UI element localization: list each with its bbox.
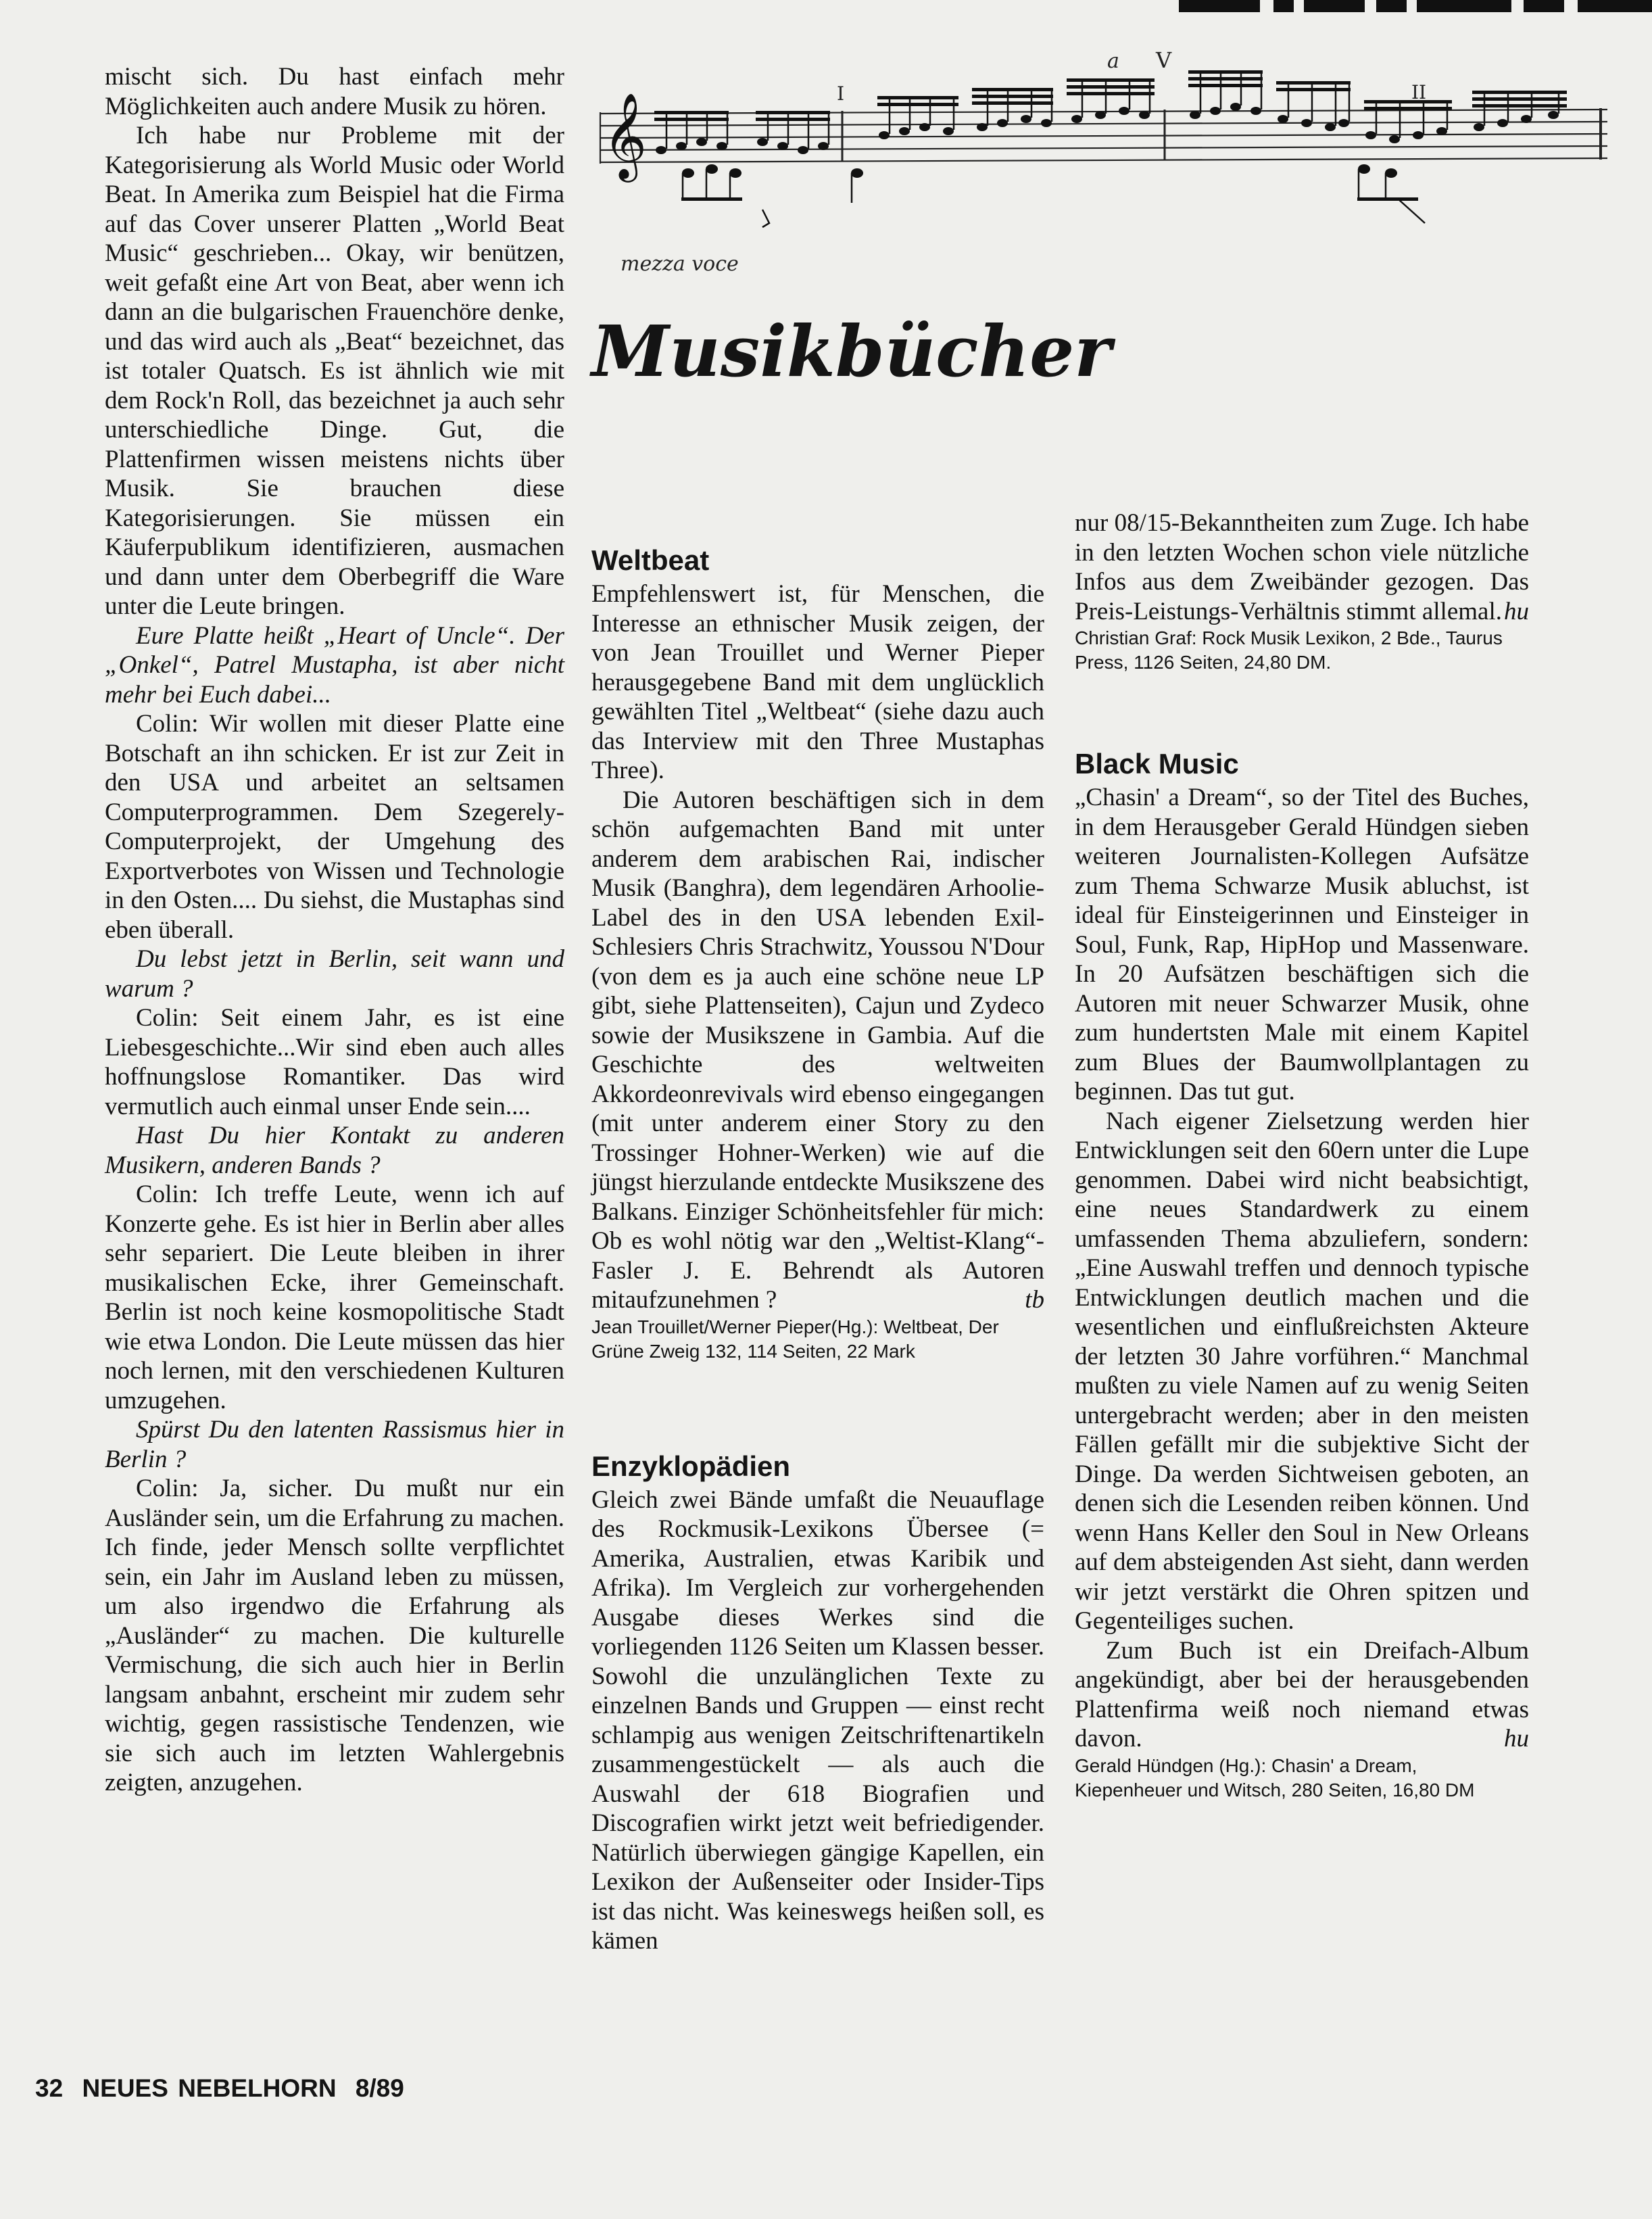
enzyklopaedien-paragraph: Gleich zwei Bände umfaßt die Neuauflage des Rockmusik-Lexikons Übersee (= Amerika, Australien, etwas Karibik und Afrika). Im Vergleich zur vorhergehenden Ausgabe dieses Werkes sind die vorliegenden 1126 Seiten um Klassen besser. Sowohl die unzulänglichen Texte zu einzelnen Bands und Gruppen — einst recht schlampig aus wenigen Zeitschriftenartikeln zusammengestückelt — als auch die Auswahl der 618 Biografien und Discografien wirkt jetzt weit befriedigender. Natürlich überwiegen gängige Kapellen, ein Lexikon der Außenseiter oder Insider-Tips ist das nicht. Was keineswegs heißen soll, es kämen xyxy=(591,1485,1044,1955)
weltbeat-paragraph xyxy=(591,786,1044,1315)
score-roman-i: I xyxy=(837,82,845,105)
weltbeat-paragraph-text: Die Autoren beschäftigen sich in dem schön aufgemachten Band mit unter anderem dem arabischen Rai, indischer Musik (Banghra), dem legendären Arhoolie-Label des in den USA lebenden Exil-Schlesiers Chris Strachwitz, Youssou N'Dour (von dem es ja auch eine schöne neue LP gibt, siehe Plattenseiten), Cajun und Zydeco sowie der Musikszene in Gambia. Auf die Geschichte des weltweiten Akkordeonrevivals wird ebenso eingegangen (mit unter anderem einer Story zu den Trossinger Hohner-Werken) wie auf die jüngst hierzulande entdeckte Musikszene des Balkans. Einziger Schönheitsfehler für mich: Ob es wohl nötig war den „Weltist-Klang“-Fasler J. E. Behrendt als Autoren mitaufzunehmen ? xyxy=(591,786,1044,1314)
enzyklopaedien-continued-text: nur 08/15-Bekanntheiten zum Zuge. Ich habe in den letzten Wochen schon viele nützliche Infos aus dem Zweibänder gezogen. Das Preis-Leistungs-Verhältnis stimmt allemal. xyxy=(1075,509,1529,625)
book-citation: Jean Trouillet/Werner Pieper(Hg.): Weltbeat, Der Grüne Zweig 132, 114 Seiten, 22 Mark xyxy=(591,1316,999,1362)
interview-question: Eure Platte heißt „Heart of Uncle“. Der „Onkel“, Patrel Mustapha, ist aber nicht mehr bei Euch dabei... xyxy=(105,621,564,709)
enzyklopaedien-paragraph-continued xyxy=(1075,508,1529,626)
black-music-paragraph xyxy=(1075,1636,1529,1754)
interview-question: Du lebst jetzt in Berlin, seit wann und warum ? xyxy=(105,945,564,1003)
weltbeat-paragraph: Empfehlenswert ist, für Menschen, die Interesse an ethnischer Musik zeigen, der von Jean Trouillet und Werner Pieper herausgegebene Band mit dem unglücklich gewählten Titel „Weltbeat“ (siehe dazu auch das Interview mit den Three Mustaphas Three). xyxy=(591,580,1044,784)
interview-paragraph: Colin: Seit einem Jahr, es ist eine Liebesgeschichte...Wir sind eben auch alles hoffnungslose Romantiker. Das wird vermutlich auch einmal unser Ende sein.... xyxy=(105,1004,564,1120)
page-footer xyxy=(35,2074,404,2103)
top-edge-bars xyxy=(1179,0,1652,12)
interview-paragraph: Ich habe nur Probleme mit der Kategorisierung als World Music oder World Beat. In Amerika zum Beispiel hat die Firma auf das Cover unserer Platten „World Beat Music“ geschrieben... Okay, wir benützen, weit gefaßt eine Art von Beat, aber wenn ich dann an die bulgarischen Frauenchöre denke, und das wird auch als „Beat“ bezeichnet, das ist totaler Quatsch. Es ist ähnlich wie mit dem Rock'n Roll, das bezeichnet ja auch sehr unterschiedliche Dinge. Gut, die Plattenfirmen wissen meistens nichts über Musik. Sie brauchen diese Kategorisierungen. Sie müssen ein Käuferpublikum identifizieren, ausmachen und dann unter dem Oberbegriff die Ware unter die Leute bringen. xyxy=(105,122,564,620)
magazine-name: NEUES NEBELHORN xyxy=(82,2074,337,2102)
interview-paragraph: Colin: Ich treffe Leute, wenn ich auf Konzerte gehe. Es ist hier in Berlin aber alles sehr separiert. Die Leute bleiben in ihrer musikalischen Ecke, ihrer Gemeinschaft. Berlin ist noch keine kosmopolitische Stadt wie etwa London. Die Leute müssen das hier noch lernen, mit den verschiedenen Kulturen umzugehen. xyxy=(105,1180,564,1414)
book-citation: Gerald Hündgen (Hg.): Chasin' a Dream, Kiepenheuer und Witsch, 280 Seiten, 16,80 DM xyxy=(1075,1755,1475,1800)
score-accent-mark: V xyxy=(1156,47,1172,73)
svg-text:𝄞: 𝄞 xyxy=(603,92,648,178)
interview-paragraph: Colin: Ja, sicher. Du mußt nur ein Ausländer sein, um die Erfahrung zu machen. Ich finde, jeder Mensch sollte verpflichtet sein, ein Jahr im Ausland leben zu müssen, um also irgendwo die Erfahrung als „Ausländer“ zu machen. Die kulturelle Vermischung, die sich auch hier in Berlin langsam anbahnt, erscheint mir zudem sehr wichtig, gegen rassistische Tendenzen, wie sie sich auch im letzten Wahlergebnis zeigten, anzugehen. xyxy=(105,1475,564,1796)
black-music-paragraph-text: Zum Buch ist ein Dreifach-Album angekündigt, aber bei der herausgebenden Plattenfirma weiß noch niemand etwas davon. xyxy=(1075,1636,1529,1752)
issue-number: 8/89 xyxy=(355,2074,404,2102)
score-tempo-mark: a xyxy=(1107,49,1119,73)
section-heading-black-music: Black Music xyxy=(1075,748,1239,780)
section-heading-weltbeat: Weltbeat xyxy=(591,544,710,576)
interview-question: Spürst Du den latenten Rassismus hier in Berlin ? xyxy=(105,1416,564,1473)
black-music-paragraph: Nach eigener Zielsetzung werden hier Entwicklungen seit den 60ern unter die Lupe genommen. Dabei wird nicht beabsichtigt, eine neues Standardwerk zu einem umfassenden Thema abzuliefern, sondern: „Eine Auswahl treffen und dennoch typische Entwicklungen deutlich machen und die wesentlichen und einflußreichsten Akteure der letzten 30 Jahre vorführen.“ Manchmal mußten zu viele Namen auf zu wenig Seiten untergebracht werden; aber in den meisten Fällen gefällt mir die subjektive Sicht der Dinge. Da werden Sichtweisen geboten, an denen sich die Lesenden reiben können. Und wenn Hans Keller den Soul in New Orleans auf dem absteigenden Ast sieht, dann werden wir jetzt verstärkt die Ohren spitzen und Gegenteiliges suchen. xyxy=(1075,1107,1529,1635)
right-column xyxy=(1075,508,1529,1803)
interview-question: Hast Du hier Kontakt zu anderen Musikern, anderen Bands ? xyxy=(105,1122,564,1179)
page-number: 32 xyxy=(35,2074,64,2102)
page-title: Musikbücher xyxy=(591,310,1112,393)
middle-column xyxy=(591,544,1044,1956)
author-initials: tb xyxy=(1025,1286,1044,1314)
author-initials: hu xyxy=(1504,1725,1529,1752)
score-roman-ii: II xyxy=(1411,81,1427,103)
score-expression-mark: mezza voce xyxy=(621,252,739,276)
interview-paragraph: mischt sich. Du hast einfach mehr Möglichkeiten auch andere Musik zu hören. xyxy=(105,63,564,120)
interview-column xyxy=(105,62,564,1798)
book-citation: Christian Graf: Rock Musik Lexikon, 2 Bde., Taurus Press, 1126 Seiten, 24,80 DM. xyxy=(1075,627,1503,673)
sheet-music-illustration xyxy=(593,41,1621,284)
interview-paragraph: Colin: Wir wollen mit dieser Platte eine Botschaft an ihn schicken. Er ist zur Zeit in den USA und arbeitet an seltsamen Computerprogrammen. Dem Szegerely-Computerprojekt, der Umgehung des Exportverbotes von Wissen und Technologie in den Osten.... Du siehst, die Mustaphas sind eben überall. xyxy=(105,710,564,944)
section-heading-enzyklopaedien: Enzyklopädien xyxy=(591,1450,791,1482)
black-music-paragraph: „Chasin' a Dream“, so der Titel des Buches, in dem Herausgeber Gerald Hündgen sieben weiteren Journalisten-Kollegen Aufsätze zum Thema Schwarze Musik abluchst, ist ideal für Einsteigerinnen und Einsteiger in Soul, Funk, Rap, HipHop und Massenware. In 20 Aufsätzen beschäftigen sich die Autoren mit neuer Schwarzer Musik, ohne zum hundertsten Male mit einem Kapitel zum Blues der Baumwollplantagen zu beginnen. Das tut gut. xyxy=(1075,784,1529,1105)
author-initials: hu xyxy=(1504,597,1529,625)
